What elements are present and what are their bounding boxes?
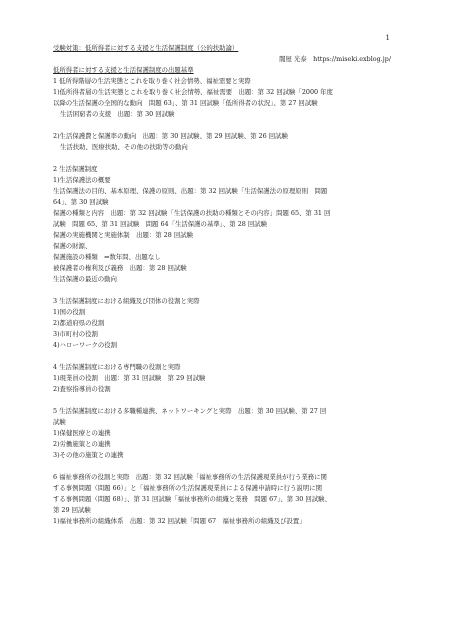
section-3-line: 2)都道府県の役割 [53,319,105,327]
section-2-line: 保護の実施機関と実施体制 出題：第 28 回試験 [53,231,194,239]
section-3-line: 3)市町村の役割 [53,330,98,338]
section-2-line: 保護施設の種類 ⇒数年問、出題なし [53,253,161,261]
section-1 [53,76,391,153]
section-heading: 低所得者に対する支援と生活保護制度の出題基準 [53,66,194,74]
section-2-line: 試験 問題 65、第 31 回試験 問題 64「生活保護の基準」、第 28 回試験 [53,220,268,228]
spacer [53,395,391,406]
spacer [53,461,391,472]
section-4 [53,362,391,395]
section-6-line: する事例問題（問題 66）」と「福祉事務所の生活保護現業員による保護申請時に行う説明に関 [53,484,322,492]
document-title: 受験対策：低所得者に対する支援と生活保護制度（公的扶助論） [53,44,239,52]
section-2-title: 2 生活保護制度 [53,165,98,173]
section-3-line: 1)国の役割 [53,308,86,316]
section-1-line: 生活困窮者の支援 出題：第 30 回試験 [60,110,175,118]
section-3-line: 4)ハローワークの役割 [53,341,118,349]
section-5-line: 試験 [53,418,66,426]
section-3-title: 3 生活保護制度における組織及び団体の役割と実際 [53,297,200,305]
section-6 [53,472,391,527]
section-2-line: 保護の財源、 [53,242,92,250]
section-5-line: 1)保健医療との連携 [53,429,111,437]
section-2-line: 64」、第 30 回試験 [53,198,109,206]
section-5 [53,406,391,461]
author-line: 闇屋 光泰 https://miseki.exblog.jp/ [279,55,391,63]
spacer [53,351,391,362]
spacer [53,120,391,131]
section-2-line: 被保護者の権利及び義務 出題：第 28 回試験 [53,264,187,272]
section-4-title: 4 生活保護制度における専門職の役割と実際 [53,363,181,371]
section-2 [53,164,391,285]
section-4-line: 2)査察指導員の役割 [53,385,111,393]
section-2-line: 1)生活保護法の概要 [53,176,111,184]
section-5-title: 5 生活保護制度における多職種連携、ネットワーキングと実際 出題：第 30 回試験、第 27 回 [53,407,327,415]
section-2-line: 保護の種類と内容 出題：第 32 回試験「生活保護の扶助の種類とその内容」問題 65、第 31 回 [53,209,331,217]
section-6-line: 第 29 回試験 [53,506,91,514]
section-6-title: 6 福祉事務所の役割と実際 出題：第 32 回試験「福祉事務所の生活保護現業員が行う業務に関 [53,473,327,481]
section-2-line: 生活保護の最近の動向 [53,275,117,283]
section-2-line: 生活保護法の目的、基本原理、保護の原則、出題：第 32 回試験「生活保護法の原理原則 問題 [53,187,328,195]
section-3 [53,296,391,351]
document-body [53,43,391,527]
section-1-line: 2)生活保護費と保護率の動向 出題：第 30 回試験、第 29 回試験、第 26 回試験 [53,132,288,140]
section-5-line: 2)労働施策との連携 [53,440,111,448]
section-1-line: 以降の生活保護の全国的な動向 問題 63」、第 31 回試験「低所得者の状況」、第 27 回試験 [53,99,318,107]
section-6-line: する事例問題（問題 68）」、第 31 回試験「福祉事務所の組織と業務 問題 67」、第 30 回試験、 [53,495,331,503]
section-6-line: 1)福祉事務所の組織体系 出題：第 32 回試験「問題 67 福祉事務所の組織及び設置」 [53,517,306,525]
section-1-line: 生活扶助、医療扶助、その他の扶助等の動向 [60,143,188,151]
section-1-title: 1 低所得階層の生活実態とこれを取り巻く社会情勢、福祉需要と実際 [53,77,251,85]
page-number: 1 [385,34,390,42]
section-4-line: 1)現業員の役割 出題：第 31 回試験 第 29 回試験 [53,374,206,382]
spacer [53,285,391,296]
section-1-line: 1)低所得者層の生活実態とこれを取り巻く社会情勢、福祉需要 出題：第 32 回試験「2000 年度 [53,88,333,96]
section-5-line: 3)その他の施策との連携 [53,451,124,459]
spacer [53,153,391,164]
